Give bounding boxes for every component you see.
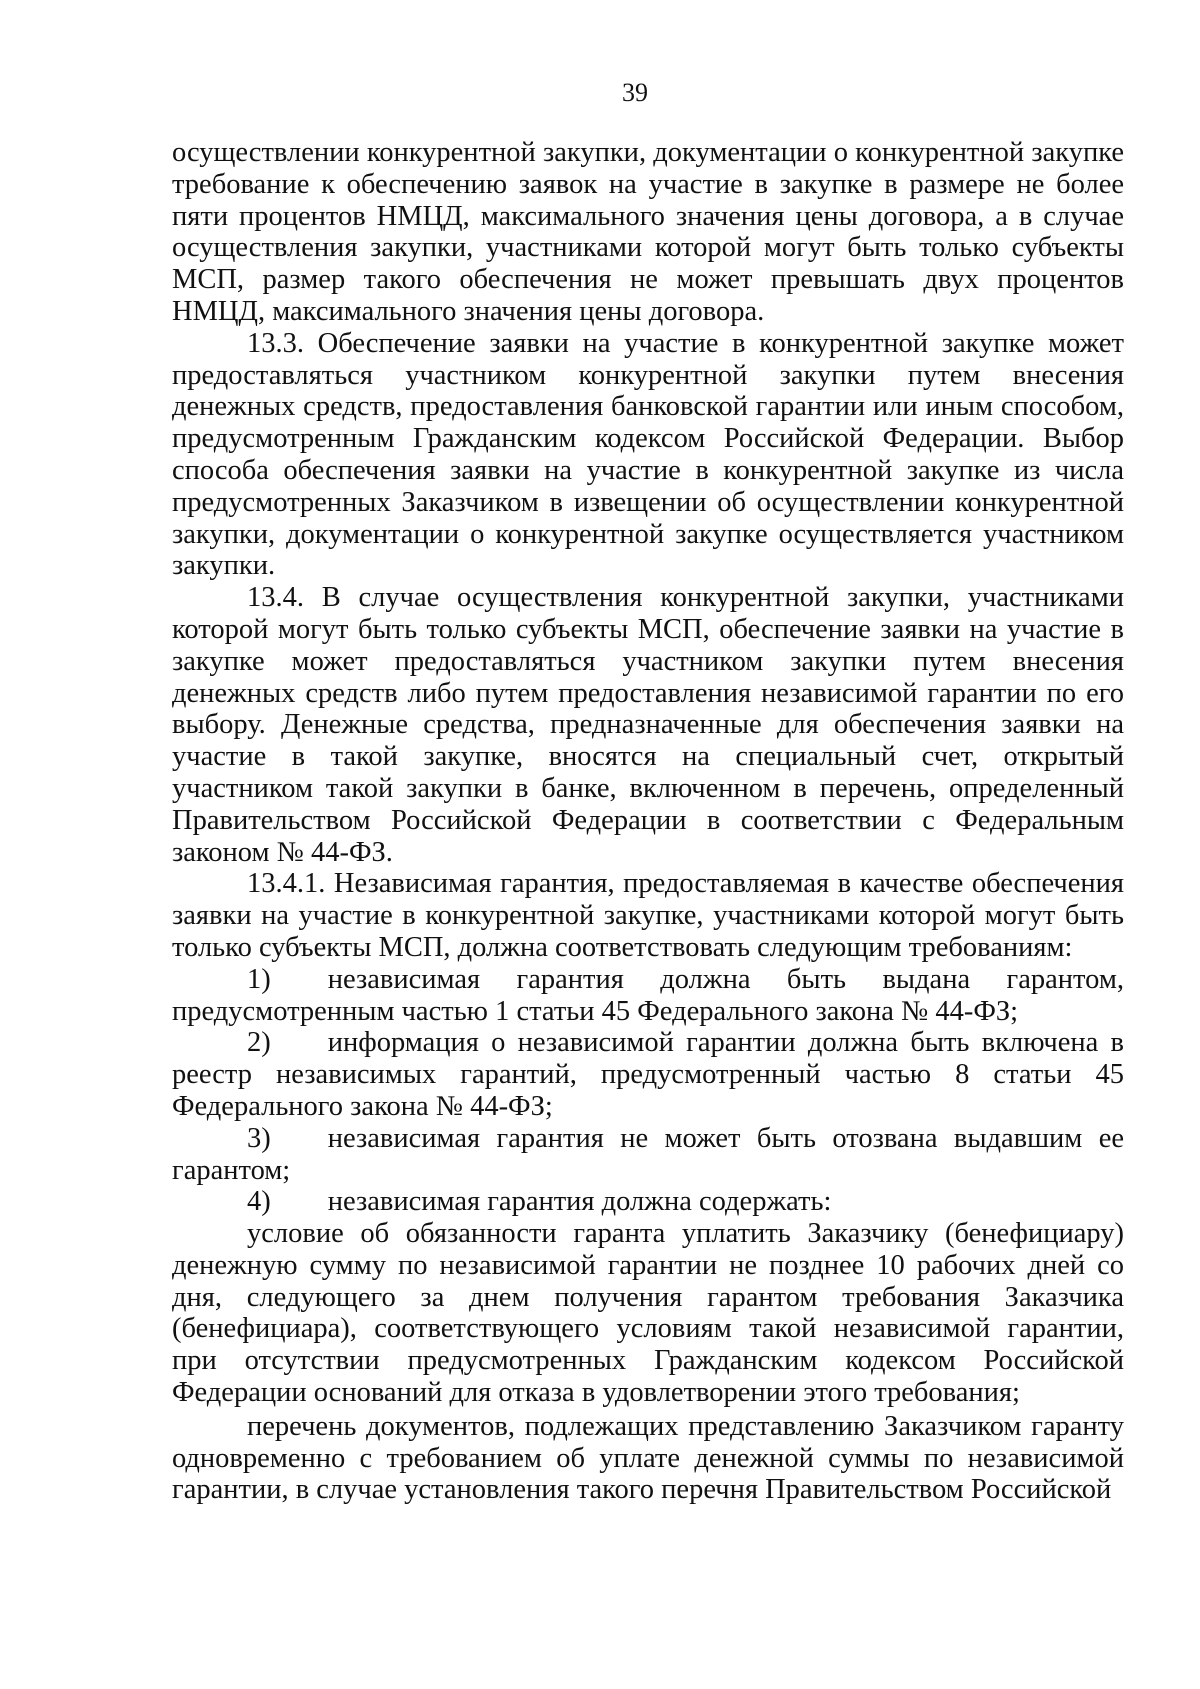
paragraph-documents-list: перечень документов, подлежащих представлению Заказчиком гаранту одновременно с требованием об уплате денежной суммы по независимой гарантии, в случае установления такого перечня Правительством Российской — [172, 1410, 1124, 1506]
list-item-4: 4) независимая гарантия должна содержать: — [247, 1186, 832, 1218]
list-item-3: 3) независимая гарантия не может быть отозвана выдавшим ее гарантом; — [172, 1122, 1124, 1186]
list-item-1: 1) независимая гарантия должна быть выдана гарантом, предусмотренным частью 1 статьи 45 Федерального закона № 44-ФЗ; — [172, 963, 1124, 1027]
paragraph-continuation: осуществлении конкурентной закупки, документации о конкурентной закупке требование к обеспечению заявок на участие в закупке в размере не более пяти процентов НМЦД, максимального значения цены договора, а в случае осуществления закупки, участниками которой могут быть только субъекты МСП, размер такого обеспечения не может превышать двух процентов НМЦД, максимального значения цены договора. — [172, 137, 1124, 327]
paragraph-13-3: 13.3. Обеспечение заявки на участие в конкурентной закупке может предоставляться участником конкурентной закупки путем внесения денежных средств, предоставления банковской гарантии или иным способом, предусмотренным Гражданским кодексом Российской Федерации. Выбор способа обеспечения заявки на участие в конкурентной закупке из числа предусмотренных Заказчиком в извещении об осуществлении конкурентной закупки, документации о конкурентной закупке осуществляется участником закупки. — [172, 327, 1124, 582]
paragraph-13-4: 13.4. В случае осуществления конкурентной закупки, участниками которой могут быть только субъекты МСП, обеспечение заявки на участие в закупке может предоставляться участником закупки путем внесения денежных средств либо путем предоставления независимой гарантии по его выбору. Денежные средства, предназначенные для обеспечения заявки на участие в такой закупке, вносятся на специальный счет, открытый участником такой закупки в банке, включенном в перечень, определенный Правительством Российской Федерации в соответствии с Федеральным законом № 44-ФЗ. — [172, 582, 1124, 868]
page-number: 39 — [622, 78, 648, 107]
paragraph-13-4-1: 13.4.1. Независимая гарантия, предоставляемая в качестве обеспечения заявки на участие в конкурентной закупке, участниками которой могут быть только субъекты МСП, должна соответствовать следующим требованиям: — [172, 868, 1124, 963]
paragraph-guarantee-condition: условие об обязанности гаранта уплатить Заказчику (бенефициару) денежную сумму по независимой гарантии не позднее 10 рабочих дней со дня, следующего за днем получения гарантом требования Заказчика (бенефициара), соответствующего условиям такой независимой гарантии, при отсутствии предусмотренных Гражданским кодексом Российской Федерации оснований для отказа в удовлетворении этого требования; — [172, 1218, 1124, 1409]
document-body — [172, 137, 1124, 1506]
list-item-2: 2) информация о независимой гарантии должна быть включена в реестр независимых гарантий, предусмотренный частью 8 статьи 45 Федерального закона № 44-ФЗ; — [172, 1027, 1124, 1122]
